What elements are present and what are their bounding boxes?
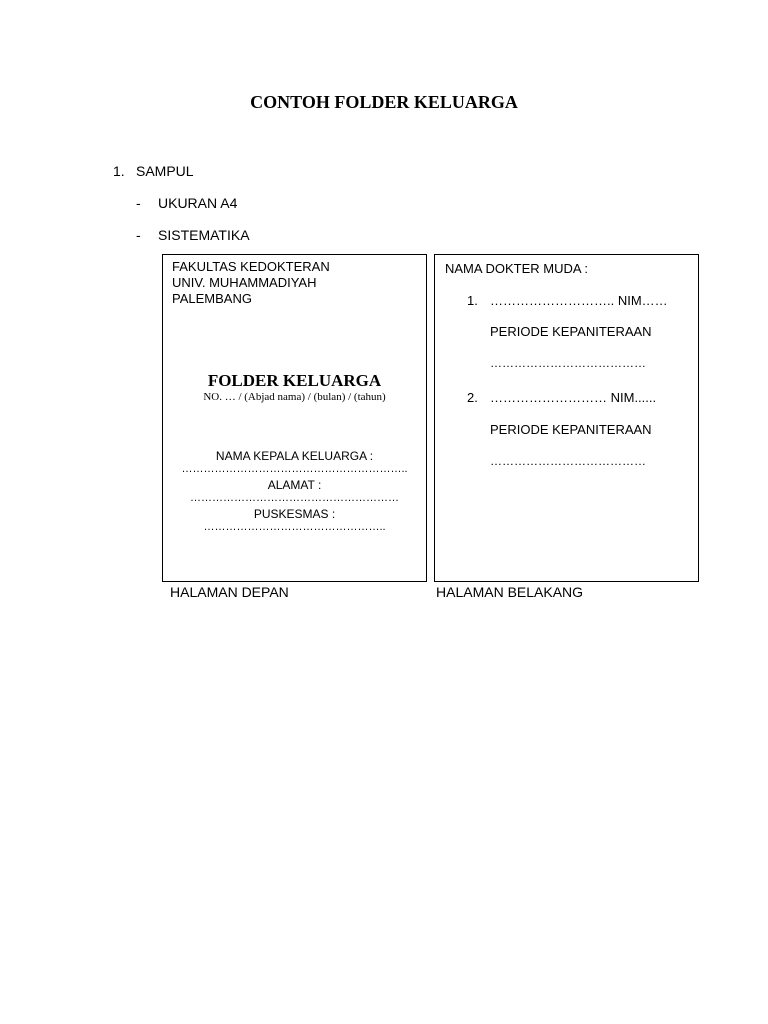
entry-name-line: ……………………….. NIM…… [490,293,668,308]
list-item-systematics: SISTEMATIKA [158,227,250,243]
address-label: ALAMAT : [267,478,322,492]
institution-line: FAKULTAS KEDOKTERAN [172,259,330,274]
puskesmas-dots: ………………………………………….. [203,521,386,533]
head-of-family-dots: …………………………………………………….. [181,463,408,475]
list-item-bullet: - [136,227,141,243]
entry-name-line: ……………………… NIM...... [490,390,657,405]
institution-block [172,259,330,307]
entry-period-dots: ………………………………… [490,454,646,468]
address-dots: ………………………………………………… [190,492,399,504]
institution-line: UNIV. MUHAMMADIYAH [172,275,317,290]
back-page-caption: HALAMAN BELAKANG [436,584,584,600]
entry-period-label: PERIODE KEPANITERAAN [490,324,652,339]
entry-number: 1. [467,293,478,308]
entry-period-label: PERIODE KEPANITERAAN [490,422,652,437]
front-page-box [162,254,427,582]
page-title: CONTOH FOLDER KELUARGA [250,92,518,112]
puskesmas-label: PUSKESMAS : [253,507,336,521]
institution-line: PALEMBANG [172,291,252,306]
front-page-caption: HALAMAN DEPAN [170,584,289,600]
list-item-size: UKURAN A4 [158,195,238,211]
folder-heading: FOLDER KELUARGA [207,371,382,390]
section-number: 1. [113,163,125,179]
entry-period-dots: ………………………………… [490,356,646,370]
entry-number: 2. [467,390,478,405]
folder-number-line: NO. … / (Abjad nama) / (bulan) / (tahun) [203,391,386,403]
back-page-box [434,254,699,582]
list-item-bullet: - [136,195,141,211]
head-of-family-label: NAMA KEPALA KELUARGA : [215,449,374,463]
section-label: SAMPUL [136,163,194,179]
doctor-label: NAMA DOKTER MUDA : [445,261,589,276]
